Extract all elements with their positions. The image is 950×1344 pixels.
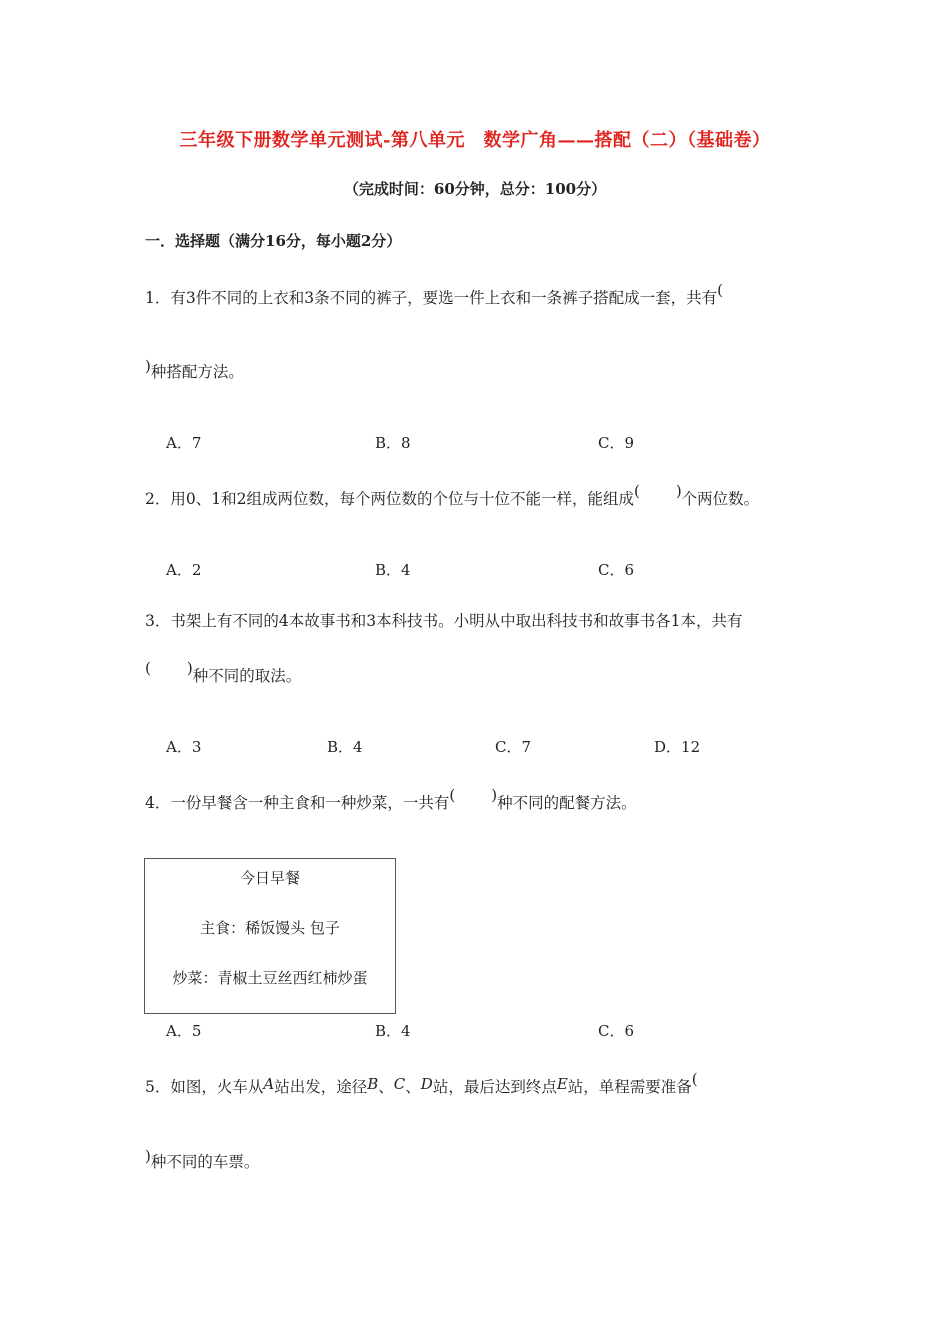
menu-dishes: 炒菜：青椒土豆丝西红柿炒蛋 [172,969,368,987]
question-2-option-c[interactable]: C．6 [598,561,635,579]
question-1-option-a[interactable]: A．7 [166,434,202,452]
question-2-option-a[interactable]: A．2 [166,561,202,579]
question-2-option-b[interactable]: B．4 [375,561,411,579]
question-5-continuation: )种不同的车票。 [145,1147,260,1171]
question-4-option-a[interactable]: A．5 [166,1022,202,1040]
page-title: 三年级下册数学单元测试-第八单元 数学广角——搭配（二）（基础卷） [179,130,771,151]
question-3-option-a[interactable]: A．3 [166,738,202,756]
question-3-option-c[interactable]: C．7 [495,738,532,756]
breakfast-menu-box [144,858,396,1014]
menu-staple-foods: 主食：稀饭馒头 包子 [200,919,340,937]
exam-info: （完成时间：60分钟，总分：100分） [343,180,607,198]
question-1-text: 1．有3件不同的上衣和3条不同的裤子，要选一件上衣和一条裤子搭配成一套，共有( [145,281,723,307]
question-3-continuation: ( )种不同的取法。 [145,659,302,685]
menu-heading: 今日早餐 [239,869,300,887]
question-3-option-d[interactable]: D．12 [654,738,701,756]
question-1-continuation: )种搭配方法。 [145,357,244,381]
question-4-option-c[interactable]: C．6 [598,1022,635,1040]
question-1-option-b[interactable]: B．8 [375,434,411,452]
question-2-text: 2．用0、1和2组成两位数，每个两位数的个位与十位不能一样，能组成( )个两位数。 [145,482,760,508]
question-3-option-b[interactable]: B．4 [327,738,363,756]
question-3-text: 3．书架上有不同的4本故事书和3本科技书。小明从中取出科技书和故事书各1本，共有 [145,612,743,630]
question-4-text: 4．一份早餐含一种主食和一种炒菜，一共有( )种不同的配餐方法。 [145,786,637,812]
question-1-option-c[interactable]: C．9 [598,434,635,452]
section-heading: 一．选择题（满分16分，每小题2分） [145,232,402,250]
question-4-option-b[interactable]: B．4 [375,1022,411,1040]
question-5-text: 5．如图，火车从A站出发，途径B、C、D站，最后达到终点E站，单程需要准备( [145,1070,698,1096]
